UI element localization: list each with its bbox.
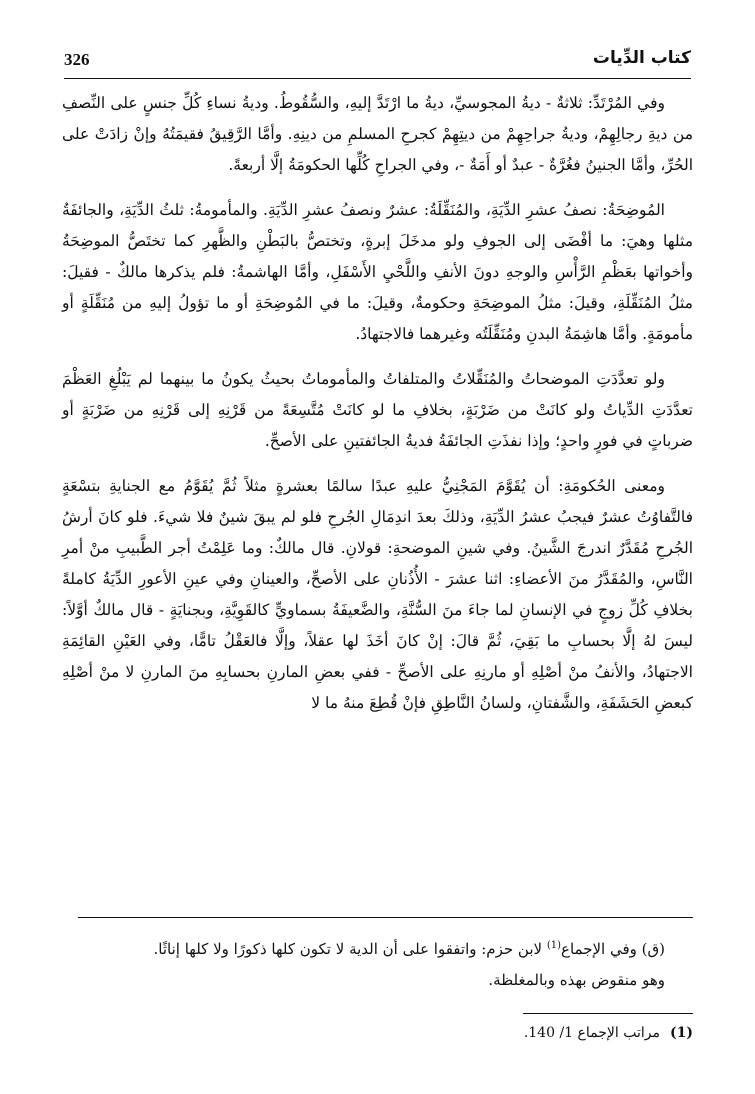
note-text-start: (ق) وفي الإجماع (561, 940, 665, 958)
footnote-divider (523, 1013, 693, 1014)
footnote-number: (1) (670, 1025, 693, 1041)
note-line: وهو منقوض بهذه وبالمغلظة. (488, 971, 665, 989)
margin-notes (62, 930, 693, 996)
paragraph-hukuma: ومعنى الحُكومَةِ: أن يُقَوَّمَ المَجْنِيُّ عليهِ عبدًا سالمًا بعشرةٍ مثلاً ثُمَّ يُقَوَّمُ مع الجنايةِ بتسْعَةٍ فالتَّفاوُتُ عشرٌ فيجبُ عشرُ الدِّيَةِ، وذلكَ بعدَ اندِمَالِ الجُرحِ فلو لم يبقَ شينٌ فلا شيءَ. فلو كانَ أرشُ الجُرحِ مُقَدَّرٌ اندرجَ الشَّينُ. وفي شينِ الموضحةِ: قولانِ. قال مالكٌ: وما عَلِمْتُ أجر الطَّبيبِ منْ أمرِ النَّاسِ، والمُقَدَّرُ منَ الأعضاءِ: اثنا عشرَ - الأُذُنانِ على الأصحِّ، والعينانِ وفي عينِ الأعورِ الدِّيَةُ كاملةً بخلافِ كُلِّ زوجٍ في الإنسانِ لما جاءَ منَ السُّنَّةِ، والضَّعيفَةُ بسماويٍّ كالقَوِيَّةِ، وبجنايَةٍ - قال مالكٌ أوَّلاً: ليسَ لهُ إلَّا بحسابِ ما بَقِيَ، ثُمَّ قالَ: إنْ كانَ أخَذَ لها عقلاً، وإلَّا فالعَقْلُ تامًّا، وفي العَيْنِ القائِمَةِ الاجتهادُ، والأنفُ منْ أصْلِهِ أو مارنِهِ على الأصحِّ - ففي بعضِ المارنِ بحسابِهِ منَ المارنِ لا منْ أصْلِهِ كبعضِ الحَشَفَةِ، والشَّفتانِ، ولسانُ النَّاطِقِ فإنْ قُطِعَ منهُ ما لا (62, 477, 693, 712)
footnotes (62, 1020, 693, 1046)
footnote-text: مراتب الإجماع 1/ 140. (523, 1025, 660, 1041)
page-number: 326 (64, 50, 90, 69)
note-text-end: لابن حزم: واتفقوا على أن الدية لا تكون كلها ذكورًا ولا كلها إناثًا. (153, 940, 547, 958)
running-title: كتاب الدِّيات (592, 48, 691, 68)
footnote-item (62, 1020, 693, 1046)
paragraph-wounds: المُوضِحَةُ: نصفُ عشرِ الدِّيَةِ، والمُنَقِّلَةُ: عشرٌ ونصفُ عشرِ الدِّيَةِ. والمأمومةُ: ثلثُ الدِّيَةِ، والجائفَةُ مثلها وهيَ: ما أفْضَى إلى الجوفِ ولو مدخَلَ إبرةٍ، وتختصُّ بالبَطْنِ والظَّهرِ كما تختَصُّ الموضِحَةُ وأخواتها بعَظْمِ الرَّأْسِ والوجهِ دونَ الأنفِ واللَّحْيِ الأَسْفَلِ، وأمَّا الهاشمةُ: فلم يذكرها مالكٌ - فقيلَ: مثلُ المُنَقِّلَةِ، وقيلَ: مثلُ الموضِحَةِ وحكومةٌ، وقيلَ: ما في المُوضِحَةِ أو ما تؤولُ إليهِ من مُنَقِّلَةٍ أو مأمومَةٍ. وأمَّا هاشِمَةُ البدنِ ومُنَقِّلَتُه وغيرهما فالاجتهادُ. (62, 201, 693, 343)
note-line (62, 930, 693, 965)
notes-divider (78, 917, 693, 918)
paragraph-multiple-wounds: ولو تعدَّدَتِ الموضحاتُ والمُنَقِّلاتُ والمتلفاتُ والمأموماتُ بحيثُ يكونُ ما بينهما لم يَبْلُغِ العَظْمَ تعدَّدَتِ الدِّياتُ ولو كانَتْ من ضَرْبَةٍ، بخلافِ ما لو كانَتْ مُتَّسِعَةً من قَرْنِهِ إلى قَرْنِهِ من ضَرْبَةٍ أو ضرباتٍ في فورٍ واحدٍ؛ وإذا نفذَتِ الجائفَةُ فديةُ الجائفتينِ على الأصحِّ. (62, 370, 693, 450)
footnote-marker: (1) (546, 940, 562, 951)
paragraph-apostate: وفي المُرْتَدِّ: ثلاثةٌ - ديةُ المجوسيِّ، ديةُ ما ارْتَدَّ إليهِ، والسُّقُوطُ. وديةُ نساءِ كُلِّ جنسٍ على النِّصفِ من ديةِ رجالِهِمْ، وديةُ جراحِهِمْ من ديتِهِمْ كجرحِ المسلمِ من دينِهِ. وأمَّا الرَّقِيقُ فقيمَتُهُ وإنْ زادَتْ على الحُرِّ، وأمَّا الجنينُ فغُرَّةٌ - عبدٌ أو أَمَةٌ -، وفي الجراحِ كُلِّها الحكومَةُ إلَّا أربعةً. (62, 94, 693, 174)
page-header (64, 46, 691, 79)
main-text (62, 88, 693, 733)
